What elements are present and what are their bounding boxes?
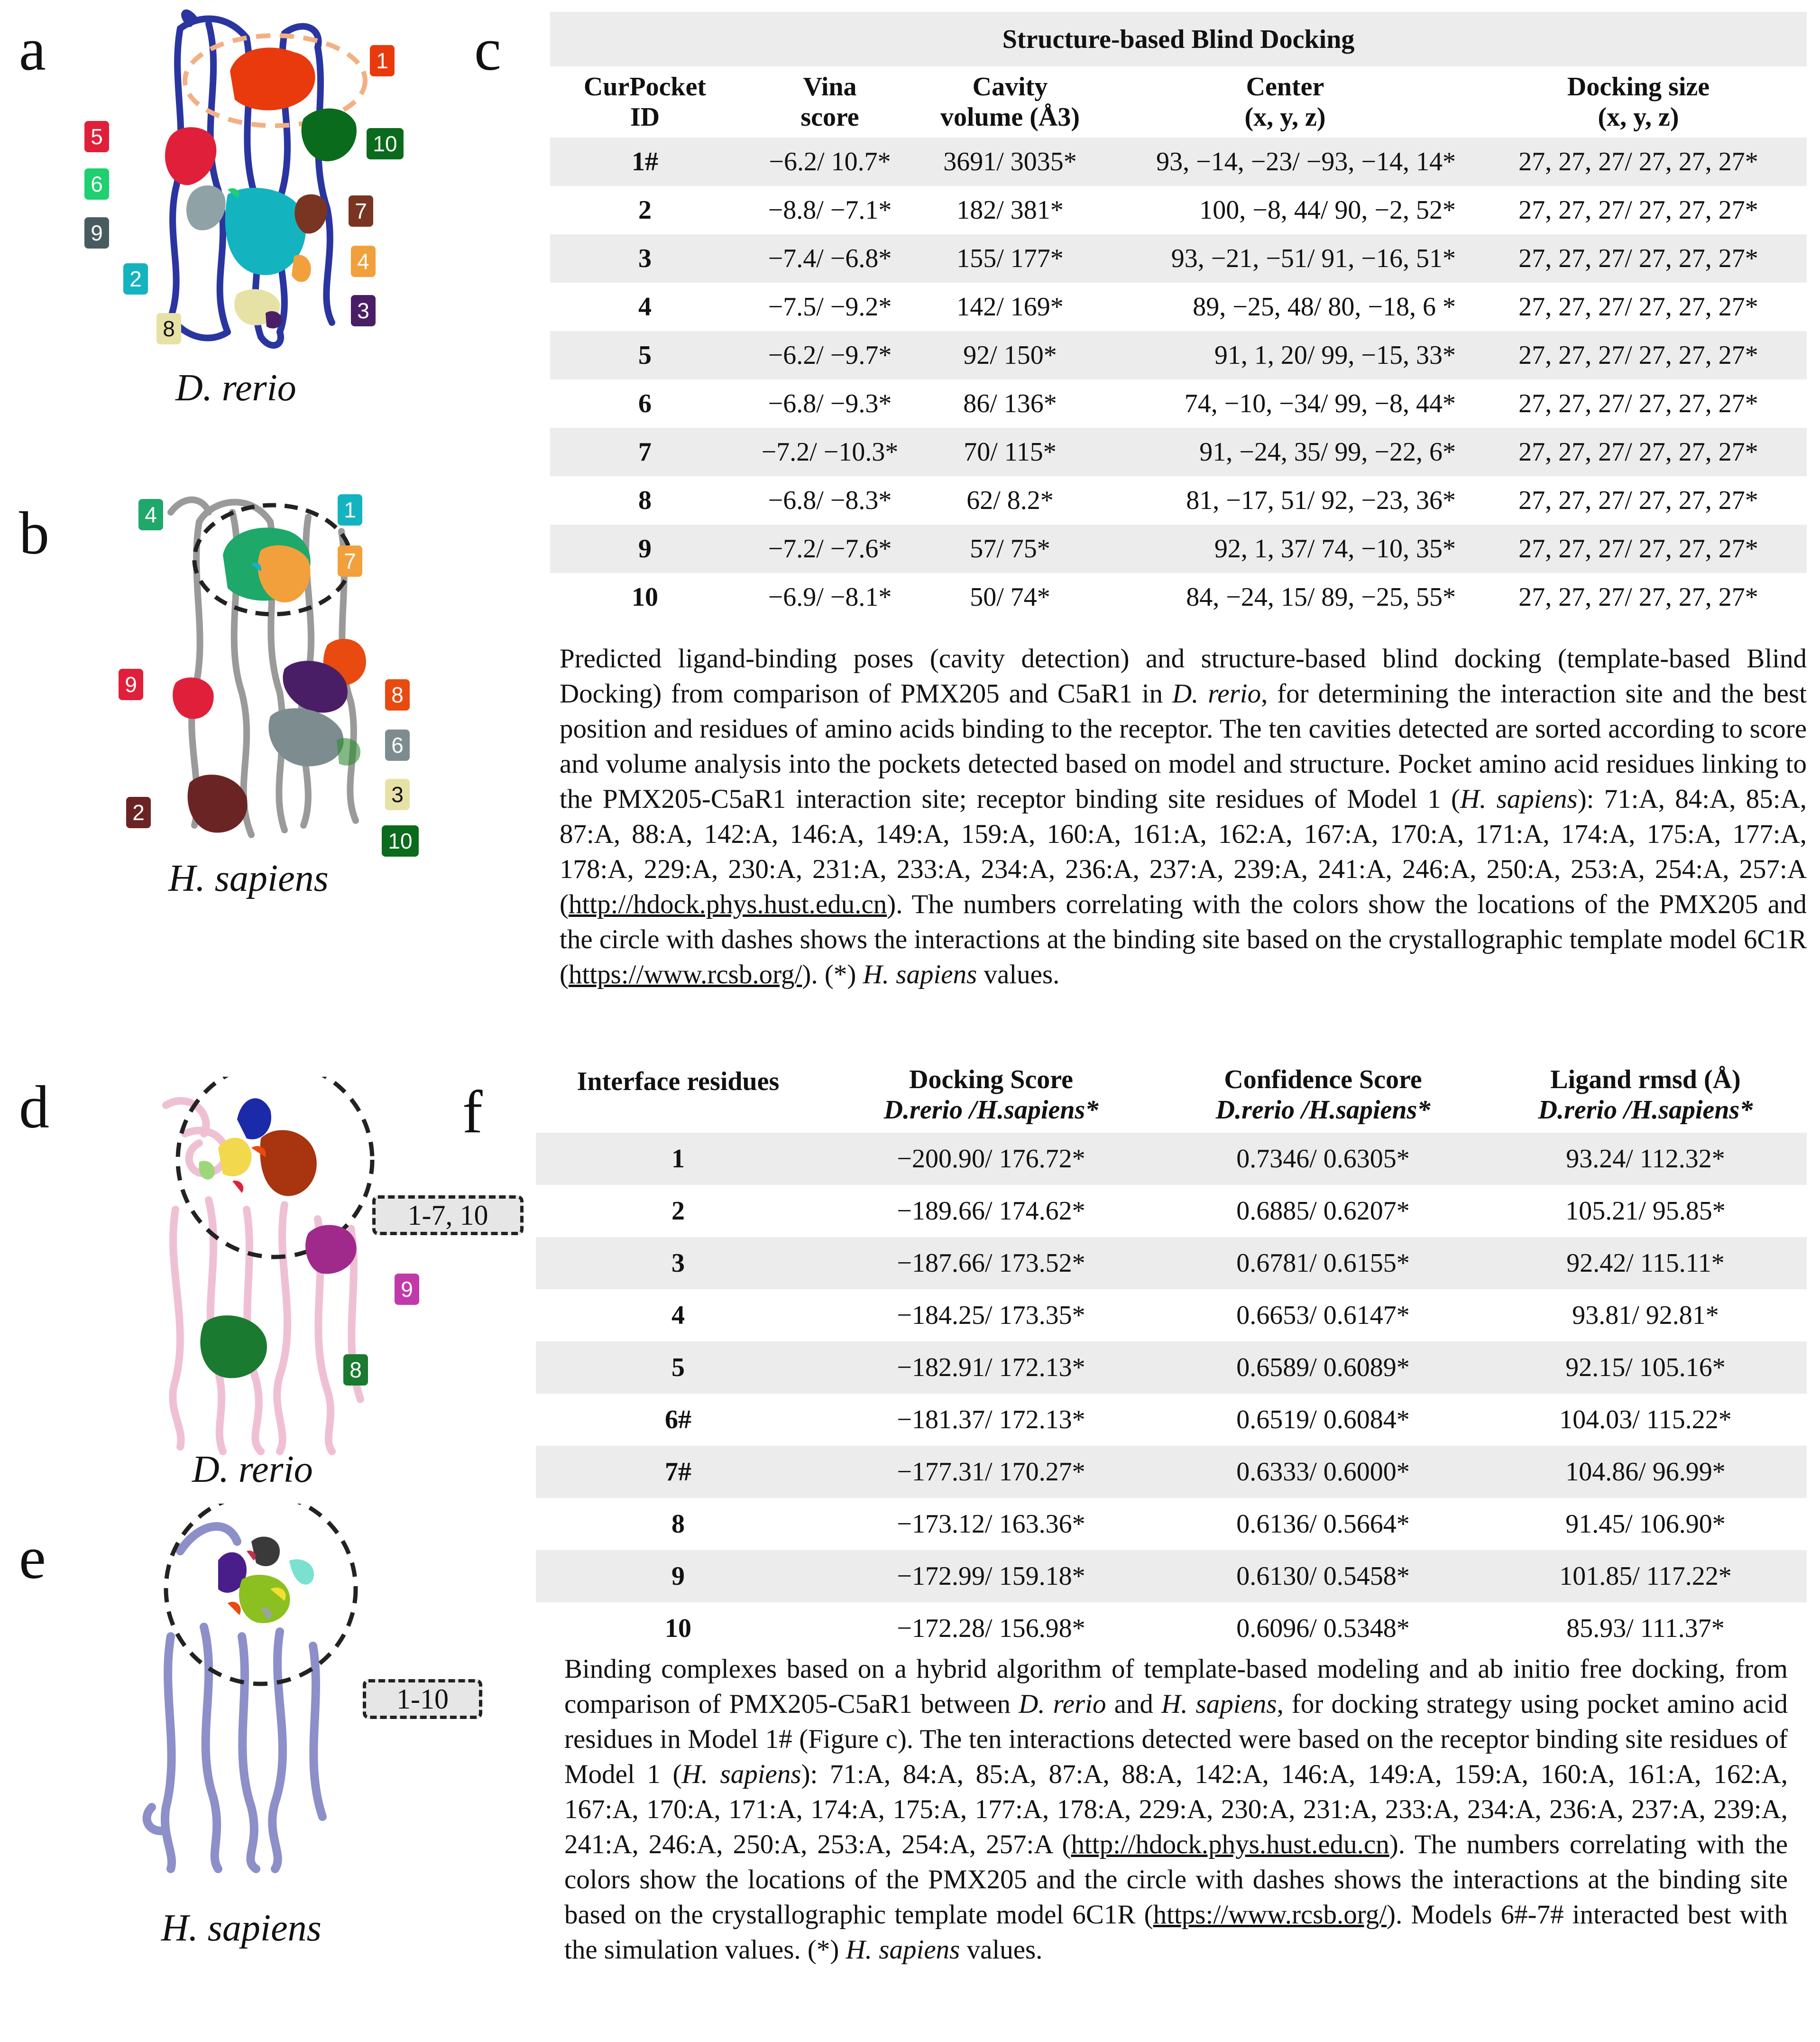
table-row: 7# −177.31/ 170.27* 0.6333/ 0.6000* 104.86/ 96.99* <box>536 1446 1807 1498</box>
col-header: Center (x, y, z) <box>1244 72 1326 132</box>
col-header: Vina score <box>800 72 859 132</box>
panel-label-e: e <box>19 1524 46 1591</box>
table-row: 2 −8.8/ −7.1* 182/ 381* 100, −8, 44/ 90, −2, 52* 27, 27, 27/ 27, 27, 27* <box>638 195 1758 225</box>
drerio-marker-10: 10 <box>367 128 404 159</box>
species-label-a: D. rerio <box>175 367 296 409</box>
table-row: 4 −184.25/ 173.35* 0.6653/ 0.6147* 93.81/ 92.81* <box>671 1301 1719 1330</box>
hdock-link[interactable]: http://hdock.phys.hust.edu.cn <box>568 889 887 919</box>
col-header: Ligand rmsd (Å) D.rerio /H.sapiens* <box>1538 1065 1753 1125</box>
col-header: Confidence Score D.rerio /H.sapiens* <box>1215 1065 1431 1125</box>
species-label-b: H. sapiens <box>168 858 329 899</box>
col-header: Interface residues <box>577 1067 780 1096</box>
table-row: 9 −7.2/ −7.6* 57/ 75* 92, 1, 37/ 74, −10, 35* 27, 27, 27/ 27, 27, 27* <box>550 525 1807 573</box>
species-label-d: D. rerio <box>192 1449 313 1490</box>
drerio-interface-range-box: 1-7, 10 <box>372 1195 524 1235</box>
hsapiens-marker-3: 3 <box>385 779 410 810</box>
table-row: 7 −7.2/ −10.3* 70/ 115* 91, −24, 35/ 99, −22, 6* 27, 27, 27/ 27, 27, 27* <box>550 428 1807 476</box>
table-row: 8 −6.8/ −8.3* 62/ 8.2* 81, −17, 51/ 92, −23, 36* 27, 27, 27/ 27, 27, 27* <box>638 486 1758 515</box>
drerio-marker-4: 4 <box>351 246 376 277</box>
hsapiens-marker-8: 8 <box>385 679 410 711</box>
drerio-marker-1: 1 <box>370 45 395 76</box>
drerio-marker-2: 2 <box>123 263 148 295</box>
hsapiens-marker-7: 7 <box>338 545 362 577</box>
rcsb-link[interactable]: https://www.rcsb.org/ <box>568 960 802 989</box>
panel-label-c: c <box>474 16 501 83</box>
hsapiens-marker-10: 10 <box>382 825 419 857</box>
drerio-marker-5: 5 <box>84 121 109 152</box>
drerio-marker-3: 3 <box>351 295 376 326</box>
table-c-header-row <box>550 66 1807 138</box>
hsapiens-cavity-structure-image <box>156 493 403 854</box>
hsapiens-marker-1: 1 <box>338 494 362 526</box>
col-header: Docking size (x, y, z) <box>1567 72 1710 132</box>
hsapiens-marker-4: 4 <box>138 499 163 530</box>
drerio-marker-9: 9 <box>84 217 109 249</box>
caption-f: Binding complexes based on a hybrid algorithm of template-based modeling and ab initio free docking, from comparison of PMX205-C5aR1 between D. rerio and H. sapiens, for docking strategy using pocket amino acid residues in Model 1# (Figure c). The ten interactions detected were based on the receptor binding site residues of Model 1 (H. sapiens): 71:A, 84:A, 85:A, 87:A, 88:A, 142:A, 146:A, 149:A, 159:A, 160:A, 161:A, 162:A, 167:A, 170:A, 171:A, 174:A, 175:A, 177:A, 178:A, 229:A, 230:A, 231:A, 233:A, 234:A, 236:A, 237:A, 239:A, 241:A, 246:A, 250:A, 253:A, 254:A, 257:A (http://hdock.phys.hust.edu.cn). The numbers correlating with the colors show the locations of the PMX205 and the circle with dashes shows the interactions at the binding site based on the crystallographic template model 6C1R (https://www.rcsb.org/). Models 6#-7# interacted best with the simulation values. (*) H. sapiens values. <box>564 1654 1788 1965</box>
drerio-cavity-structure-image <box>114 9 379 360</box>
table-c-title: Structure-based Blind Docking <box>550 12 1807 66</box>
caption-c: Predicted ligand-binding poses (cavity detection) and structure-based blind docking (template-based Blind Docking) from comparison of PMX205 and C5aR1 in D. rerio, for determining the interaction site and the best position and residues of amino acids binding to the receptor. The ten cavities detected are sorted according to score and volume analysis into the pockets detected based on model and structure. Pocket amino acid residues linking to the PMX205-C5aR1 interaction site; receptor binding site residues of Model 1 (H. sapiens): 71:A, 84:A, 85:A, 87:A, 88:A, 142:A, 146:A, 149:A, 159:A, 160:A, 161:A, 162:A, 167:A, 170:A, 171:A, 174:A, 175:A, 177:A, 178:A, 229:A, 230:A, 231:A, 233:A, 234:A, 236:A, 237:A, 239:A, 241:A, 246:A, 250:A, 253:A, 254:A, 257:A (http://hdock.phys.hust.edu.cn). The numbers correlating with the colors show the locations of the PMX205 and the circle with dashes shows the interactions at the binding site based on the crystallographic template model 6C1R (https://www.rcsb.org/). (*) H. sapiens values. <box>560 644 1807 989</box>
col-header: CurPocket ID <box>583 72 707 132</box>
drerio-marker-8: 8 <box>156 313 181 344</box>
panel-label-d: d <box>19 1073 49 1141</box>
species-label-e: H. sapiens <box>161 1907 322 1949</box>
table-row: 1 −200.90/ 176.72* 0.7346/ 0.6305* 93.24/ 112.32* <box>536 1133 1807 1185</box>
table-row: 3 −7.4/ −6.8* 155/ 177* 93, −21, −51/ 91, −16, 51* 27, 27, 27/ 27, 27, 27* <box>550 234 1807 283</box>
table-row: 1# −6.2/ 10.7* 3691/ 3035* 93, −14, −23/ −93, −14, 14* 27, 27, 27/ 27, 27, 27* <box>550 138 1807 186</box>
table-f-header-row <box>536 1057 1807 1133</box>
hdock-link-f[interactable]: http://hdock.phys.hust.edu.cn <box>1071 1829 1389 1859</box>
panel-label-b: b <box>19 499 49 567</box>
panel-label-f: f <box>462 1078 483 1146</box>
interface-residues-table <box>536 1057 1807 1654</box>
drerio-complex-marker-9: 9 <box>395 1274 419 1305</box>
rcsb-link-f[interactable]: https://www.rcsb.org/ <box>1153 1900 1387 1930</box>
drerio-complex-marker-8: 8 <box>343 1354 368 1386</box>
drerio-marker-7: 7 <box>349 195 373 227</box>
table-row: 8 −173.12/ 163.36* 0.6136/ 0.5664* 91.45/ 106.90* <box>671 1509 1726 1539</box>
table-row: 4 −7.5/ −9.2* 142/ 169* 89, −25, 48/ 80, −18, 6 * 27, 27, 27/ 27, 27, 27* <box>638 292 1758 322</box>
table-row: 10 −172.28/ 156.98* 0.6096/ 0.5348* 85.93/ 111.37* <box>665 1614 1725 1643</box>
table-row: 2 −189.66/ 174.62* 0.6885/ 0.6207* 105.21/ 95.85* <box>671 1196 1726 1226</box>
table-row: 10 −6.9/ −8.1* 50/ 74* 84, −24, 15/ 89, −25, 55* 27, 27, 27/ 27, 27, 27* <box>632 582 1758 612</box>
table-row: 3 −187.66/ 173.52* 0.6781/ 0.6155* 92.42/ 115.11* <box>536 1237 1807 1289</box>
panel-label-a: a <box>19 16 46 83</box>
table-row: 6 −6.8/ −9.3* 86/ 136* 74, −10, −34/ 99, −8, 44* 27, 27, 27/ 27, 27, 27* <box>638 389 1758 418</box>
table-row: 6# −181.37/ 172.13* 0.6519/ 0.6084* 104.03/ 115.22* <box>665 1405 1732 1434</box>
col-header: Docking Score D.rerio /H.sapiens* <box>883 1065 1099 1125</box>
drerio-complex-structure-image <box>147 1077 413 1456</box>
col-header: Cavity volume (Å3) <box>940 72 1080 132</box>
table-row: 5 −182.91/ 172.13* 0.6589/ 0.6089* 92.15/ 105.16* <box>536 1341 1807 1394</box>
drerio-marker-6: 6 <box>84 168 109 200</box>
hsapiens-marker-2: 2 <box>126 797 151 828</box>
table-row: 5 −6.2/ −9.7* 92/ 150* 91, 1, 20/ 99, −15, 33* 27, 27, 27/ 27, 27, 27* <box>550 331 1807 379</box>
blind-docking-table <box>550 12 1807 621</box>
table-row: 9 −172.99/ 159.18* 0.6130/ 0.5458* 101.85/ 117.22* <box>536 1550 1807 1602</box>
hsapiens-complex-structure-image <box>133 1504 398 1874</box>
hsapiens-interface-range-box: 1-10 <box>363 1679 482 1719</box>
hsapiens-marker-9: 9 <box>119 669 143 700</box>
hsapiens-marker-6: 6 <box>385 730 410 761</box>
